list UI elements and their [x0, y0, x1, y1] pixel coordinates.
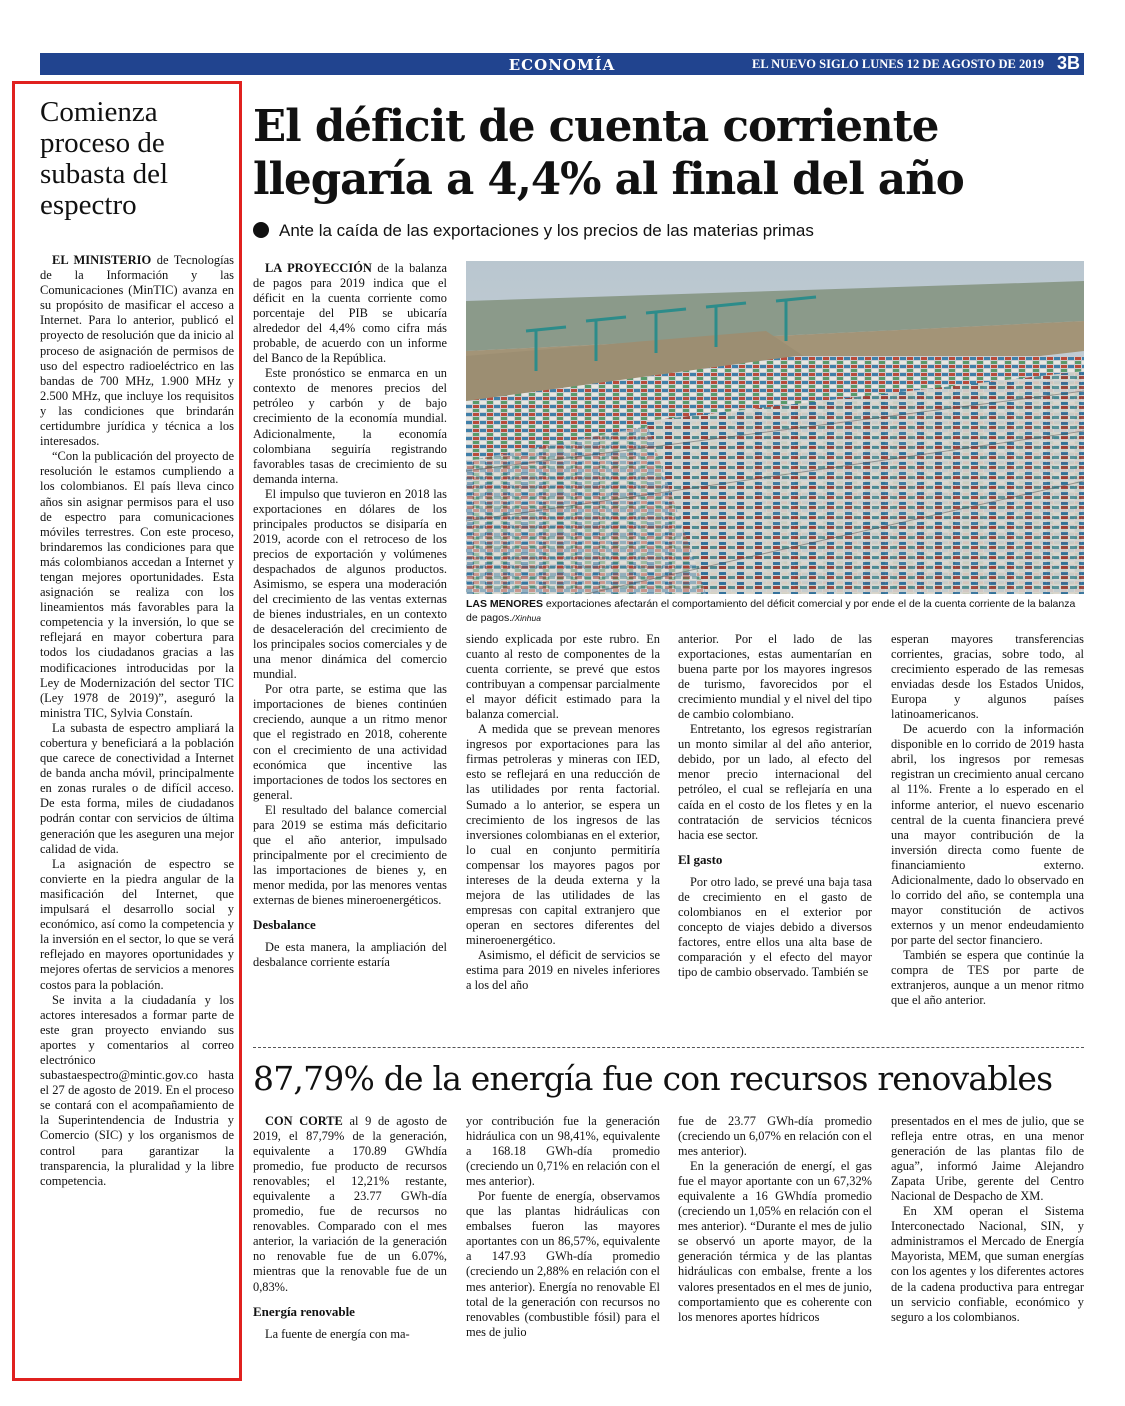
paragraph-text: El resultado del balance comercial para 2019 se estima más deficitario que el año anterior, impulsado principalmente por el crecimiento de las importaciones de bienes y, en menor medida, por las menores ventas externas de bienes mineroenergéticos. [253, 802, 447, 907]
paragraph-text: Entretanto, los egresos registrarían un monto similar al del año anterior, debido, por un lado, al efecto del menor precio internacional del petróleo, el cual se reflejaría en una caída en el costo de los fletes y en la contratación de servicios técnicos hacia ese sector. [678, 722, 872, 842]
paragraph-text: De esta manera, la ampliación del desbalance corriente estaría [253, 940, 447, 970]
article1-column-1 [253, 261, 447, 970]
paragraph-text: “Con la publicación del proyecto de resolución le estamos cumpliendo a los colombianos. El país lleva cinco años sin asignar permisos para el uso de espectro para comunicaciones móviles terrestres. Con este proceso, brindaremos las condiciones para que más colombianos accedan a Internet y tengan mejores oportunidades. Esta asignación se realiza con los lineamientos más favorables para la competencia y la inversión, lo que se reflejará en mayor cobertura para todos los ciudadanos gracias a las modificaciones introducidas por la Ley de Modernización del sector TIC (Ley 1978 de 2019)”, aseguró la ministra TIC, Sylvia Constaín. [40, 449, 234, 720]
paragraph [891, 1114, 1084, 1204]
paragraph-text: El impulso que tuvieron en 2018 las exportaciones en dólares de los principales productos se disiparía en 2019, acorde con el retroceso de los precios de exportación y volúmenes despachados de algunos productos. Asimismo, se espera una moderación del crecimiento de las ventas externas de bienes industriales, en un contexto de desaceleración del crecimiento de los principales socios comerciales y de una menor dinámica del comercio mundial. [253, 486, 447, 682]
section-divider [253, 1047, 1084, 1048]
subheading: El gasto [678, 851, 723, 867]
photo-illustration [466, 261, 1084, 594]
paragraph-text: En la generación de energí, el gas fue el mayor aportante con un 67,32% equivalente a 16 GWhdía promedio (creciendo un 1,05% en relación con el mes anterior). “Durante el mes de julio se observó un aporte mayor, de la generación térmica y de las plantas hidráulicas con embalse, frente a los valores presentados en el mes de junio, comportamiento que es coherente con los menores aportes hídricos [678, 1159, 872, 1324]
lead-in: CON CORTE [265, 1114, 343, 1128]
paragraph-text: anterior. Por el lado de las exportaciones, estas aumentarían en buena parte por los mayores ingresos de turismo, favorecidos por el crecimiento mundial y el nivel del tipo de cambio colombiano. [678, 632, 872, 722]
paragraph-text: La asignación de espectro se convierte en la piedra angular de la masificación del Internet, que impulsará el desarrollo social y económico, así como la competencia y la inversión en el sector, lo que se verá reflejado en mayores oportunidades y mejores ofertas de servicios a menores costos para la población. [40, 856, 234, 992]
page-number: 3B [1056, 53, 1080, 73]
article2-column-1 [253, 1114, 447, 1342]
masthead-bar [40, 53, 1084, 75]
dek-text: Ante la caída de las exportaciones y los precios de las materias primas [279, 221, 814, 240]
caption-credit: /Xinhua [512, 612, 541, 623]
paragraph-text: En XM operan el Sistema Interconectado Nacional, SIN, y administramos el Mercado de Energía Mayorista, MEM, que suman energías con los agentes y los diferentes actores de la cadena productiva para entregar un servicio confiable, económico y seguro a los colombianos. [891, 1204, 1084, 1324]
paragraph [253, 366, 447, 486]
paragraph [253, 1327, 447, 1342]
paragraph-text: Por otra parte, se estima que las importaciones de bienes continúen creciendo, aunque a un ritmo menor que el registrado en 2018, coherente con el crecimiento de una actividad económica que incentive las importaciones de todos los sectores en general. [253, 682, 447, 802]
paragraph [40, 993, 234, 1189]
paragraph [891, 722, 1084, 948]
sidebar-body [40, 253, 234, 1189]
caption-text: exportaciones afectarán el comportamiento del déficit comercial y por ende el de la cuenta corriente de la balanza de pagos. [466, 598, 1076, 624]
lead-in: EL MINISTERIO [52, 253, 152, 267]
subheading: Desbalance [253, 917, 316, 933]
paragraph-text: fue de 23.77 GWh-día promedio (creciendo un 6,07% en relación con el mes anterior). [678, 1114, 872, 1159]
paragraph [678, 632, 872, 722]
paragraph [466, 1114, 660, 1189]
paragraph-text: La fuente de energía con ma- [265, 1326, 410, 1341]
paragraph [466, 632, 660, 722]
paragraph [40, 857, 234, 993]
paragraph [678, 1114, 872, 1159]
article2-column-2 [466, 1114, 660, 1340]
paragraph-text: Por fuente de energía, observamos que las plantas hidráulicas con embalses fueron las mayores aportantes con un 86,57%, equivalente a 147.93 GWh-día promedio (creciendo un 2,88% en relación con el mes anterior). Energía no renovable El total de la generación con recursos no renovables (combustible fósil) para el mes de julio [466, 1189, 660, 1339]
article1-column-2 [466, 632, 660, 993]
main-dek [253, 221, 814, 241]
paragraph-text: También se espera que continúe la compra de TES por parte de extranjeros, aunque a un menor ritmo que el año anterior. [891, 947, 1084, 1008]
paragraph [678, 875, 872, 980]
paragraph-text: De acuerdo con la información disponible en lo corrido de 2019 hasta abril, los ingresos por remesas registran un crecimiento anual cercano al 11%. Frente a lo esperado en el informe anterior, el nuevo escenario central de la cuenta financiera prevé una mayor contribución de la inversión directa como fuente de financiamiento externo. Adicionalmente, dado lo observado en lo corrido del año, se contempla una mayor constitución de activos externos y un menor endeudamiento por parte del sector financiero. [891, 722, 1084, 947]
publication-date: EL NUEVO SIGLO LUNES 12 DE AGOSTO DE 2019 [752, 57, 1044, 71]
paragraph [253, 261, 447, 366]
paragraph-text: Este pronóstico se enmarca en un contexto de menores precios del petróleo y carbón y de bajo crecimiento de la economía mundial. Adicionalmente, la economía colombiana seguiría registrando favorables tasas de crecimiento de su demanda interna. [253, 366, 447, 486]
bullet-icon [253, 222, 269, 238]
article2-column-3 [678, 1114, 872, 1325]
paragraph-text: siendo explicada por este rubro. En cuanto al resto de componentes de la cuenta corriente, se prevé que estos contribuyan a compensar parcialmente el mayor déficit estimado para la balanza comercial. [466, 632, 660, 722]
paragraph [40, 449, 234, 721]
paragraph-text: A medida que se prevean menores ingresos por exportaciones para las firmas petroleras y mineras con IED, esto se reflejará en una reducción de las utilidades por renta factorial. Sumado a lo anterior, se espera un crecimiento de los ingresos de las inversiones colombianas en el exterior, lo cual en conjunto permitiría compensar los mayores pagos por intereses de la deuda externa y la mejora de las utilidades de las empresas con capital extranjero que operan en sectores diferentes del mineroenergético. [466, 722, 660, 947]
subheading: Energía renovable [253, 1303, 355, 1319]
paragraph [466, 1189, 660, 1339]
paragraph-text: esperan mayores transferencias corrientes, gracias, sobre todo, al crecimiento esperado de las remesas enviadas desde los Estados Unidos, Europa y algunos países latinoamericanos. [891, 632, 1084, 722]
paragraph [253, 940, 447, 970]
paragraph-text: de la balanza de pagos para 2019 indica que el déficit en la cuenta corriente como porcentaje del PIB se ubicaría alrededor del 4,4% como cifra más probable, de acuerdo con un informe del Banco de la República. [253, 261, 447, 366]
paragraph [253, 1114, 447, 1295]
paragraph [891, 1204, 1084, 1324]
paragraph [253, 803, 447, 908]
paragraph-text: al 9 de agosto de 2019, el 87,79% de la generación, equivalente a 170.89 GWhdía promedio, fue producto de recursos renovables; el 12,21% restante, equivalente a 23.77 GWh-día promedio, fue de recursos no renovables. Comparado con el mes anterior, la variación de la generación no renovable fue de un 6.07%, mientras que la renovable fue de un 0,83%. [253, 1114, 447, 1294]
main-headline: El déficit de cuenta corriente llegaría a 4,4% al final del año [253, 101, 964, 205]
paragraph [678, 722, 872, 842]
paragraph [253, 682, 447, 802]
paragraph [40, 253, 234, 449]
paragraph-text: Por otro lado, se prevé una baja tasa de crecimiento en el gasto de colombianos en el exterior por concepto de viajes debido a diversos factores, entre ellos una alta base de comparación y el efecto del mayor tipo de cambio observado. También se [678, 874, 872, 979]
paragraph [891, 632, 1084, 722]
port-containers-photo [466, 261, 1084, 594]
paragraph-text: La subasta de espectro ampliará la cobertura y beneficiará a la población que carece de conectividad a Internet de banda ancha móvil, principalmente en zonas rurales o de difícil acceso. De esta forma, miles de ciudadanos podrán contar con servicios de última generación que les aseguren una mejor calidad de vida. [40, 720, 235, 856]
paragraph [891, 948, 1084, 1008]
lead-in: LA PROYECCIÓN [265, 261, 372, 275]
article2-column-4 [891, 1114, 1084, 1325]
second-headline: 87,79% de la energía fue con recursos renovables [253, 1059, 1053, 1098]
paragraph [40, 721, 234, 857]
article1-column-3 [678, 632, 872, 980]
paragraph-text: yor contribución fue la generación hidráulica con un 98,41%, equivalente a 168.18 GWh-día promedio (creciendo un 0,71% en relación con el mes anterior). [466, 1114, 660, 1189]
paragraph [253, 487, 447, 683]
sidebar-title: Comienza proceso de subasta del espectro [40, 96, 169, 221]
paragraph-text: Se invita a la ciudadanía y los actores interesados a formar parte de este gran proyecto enviando sus aportes y comentarios al correo electrónico subastaespectro@mintic.gov.co hasta el 27 de agosto de 2019. En el proceso se contará con el acompañamiento de la Superintendencia de Industria y Comercio (SIC) y los organismos de control para garantizar la transparencia, la pluralidad y la libre competencia. [40, 992, 234, 1188]
section-name: ECONOMÍA [508, 56, 616, 74]
paragraph [678, 1159, 872, 1325]
paragraph [466, 948, 660, 993]
photo-caption [466, 598, 1084, 625]
article1-column-4 [891, 632, 1084, 1008]
paragraph-text: presentados en el mes de julio, que se refleja entre otras, en una menor generación de las plantas filo de agua”, informó Jaime Alejandro Zapata Uribe, gerente del Centro Nacional de Despacho de XM. [891, 1114, 1084, 1204]
paragraph [466, 722, 660, 948]
paragraph-text: Asimismo, el déficit de servicios se estima para 2019 en niveles inferiores a los del año [466, 947, 660, 993]
caption-lead: LAS MENORES [466, 598, 544, 610]
paragraph-text: de Tecnologías de la Información y las Comunicaciones (MinTIC) avanza en su propósito de masificar el acceso a Internet. Para lo anterior, publicó el proyecto de resolución que da inicio al proceso de asignación de permisos de uso del espectro radioeléctrico en las bandas de 700 MHz, 1.900 MHz y 2.500 MHz, que incluye los requisitos y las condiciones que brindarán certidumbre jurídica y técnica a los interesados. [40, 253, 235, 449]
